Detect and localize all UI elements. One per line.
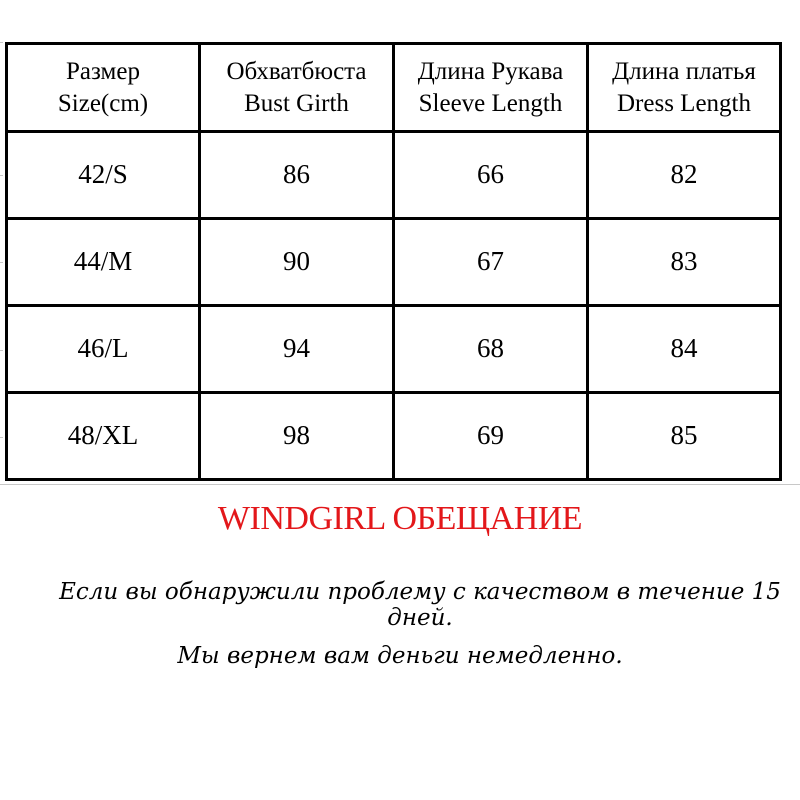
- grid-line: [0, 350, 3, 351]
- header-sleeve-ru: Длина Рукава: [417, 58, 564, 86]
- table-row: [7, 306, 781, 393]
- header-dress-en: Dress Length: [617, 89, 751, 117]
- cell-sleeve: 69: [394, 393, 588, 480]
- cell-sleeve: 66: [394, 132, 588, 219]
- size-chart-table: [5, 42, 782, 481]
- header-bust-ru: Обхватбюста: [226, 58, 367, 86]
- cell-dress: 83: [588, 219, 781, 306]
- table-row: [7, 132, 781, 219]
- cell-bust: 86: [200, 132, 394, 219]
- cell-sleeve: 67: [394, 219, 588, 306]
- promise-text-line2: Мы вернем вам деньги немедленно.: [177, 643, 623, 669]
- promise-text-line1: Если вы обнаружили проблему с качеством в течение 15 дней.: [59, 579, 781, 631]
- header-bust-en: Bust Girth: [244, 89, 349, 117]
- grid-line: [0, 484, 800, 485]
- cell-dress: 82: [588, 132, 781, 219]
- cell-bust: 94: [200, 306, 394, 393]
- header-bust: [200, 44, 394, 132]
- header-size-ru: Размер: [66, 58, 140, 86]
- header-size: [7, 44, 200, 132]
- promise-title: WINDGIRL ОБЕЩАНИЕ: [217, 500, 583, 537]
- header-dress-ru: Длина платья: [612, 58, 756, 86]
- cell-bust: 98: [200, 393, 394, 480]
- header-dress: [588, 44, 781, 132]
- cell-dress: 85: [588, 393, 781, 480]
- cell-sleeve: 68: [394, 306, 588, 393]
- cell-size: 48/XL: [7, 393, 200, 480]
- table-row: [7, 393, 781, 480]
- table-header-row: [7, 44, 781, 132]
- cell-bust: 90: [200, 219, 394, 306]
- header-size-en: Size(cm): [57, 89, 149, 117]
- grid-line: [0, 42, 3, 43]
- cell-size: 44/M: [7, 219, 200, 306]
- grid-line: [0, 175, 3, 176]
- cell-dress: 84: [588, 306, 781, 393]
- cell-size: 42/S: [7, 132, 200, 219]
- grid-line: [0, 262, 3, 263]
- table-row: [7, 219, 781, 306]
- header-sleeve: [394, 44, 588, 132]
- grid-line: [0, 437, 3, 438]
- header-sleeve-en: Sleeve Length: [418, 89, 563, 117]
- cell-size: 46/L: [7, 306, 200, 393]
